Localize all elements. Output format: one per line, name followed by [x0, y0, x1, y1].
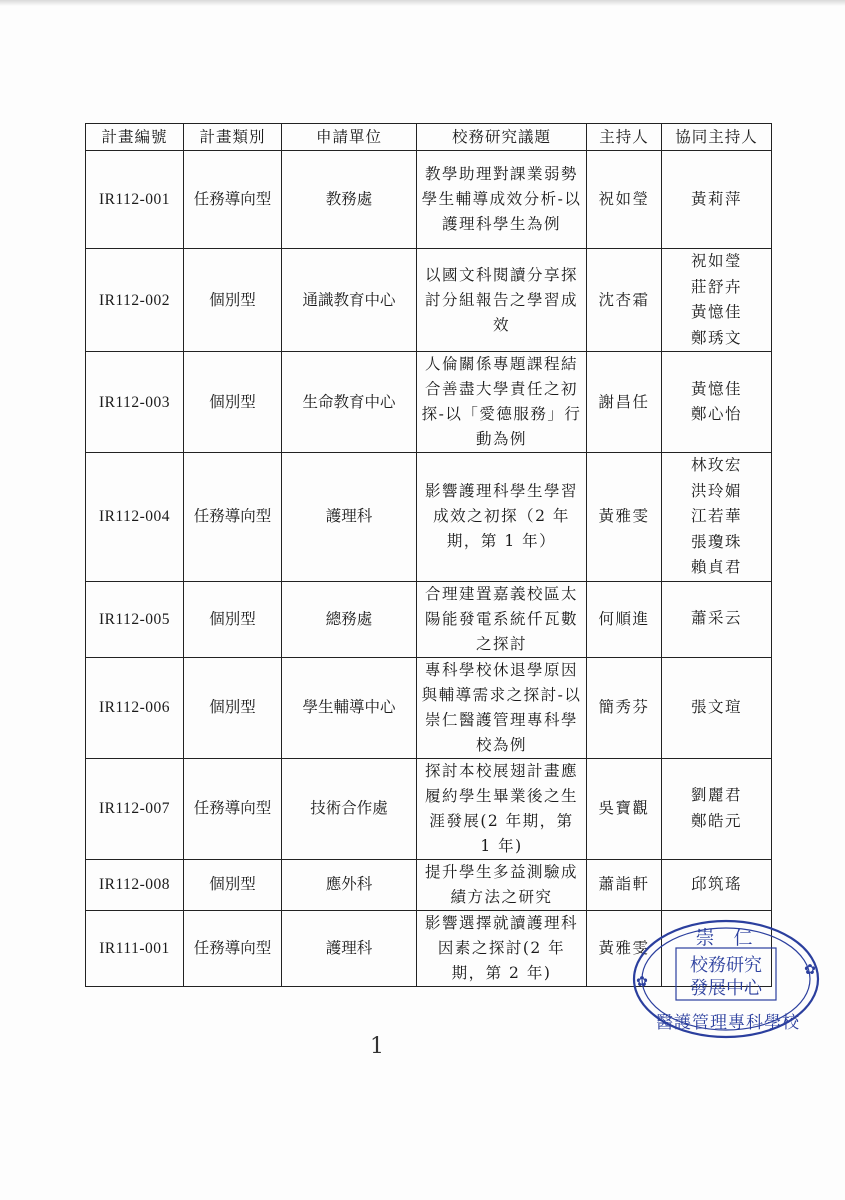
research-topic: 影響護理科學生學習成效之初探（2 年期，第 1 年） [417, 453, 587, 582]
co-investigators [662, 151, 772, 249]
principal-investigator: 何順進 [587, 581, 662, 657]
header-plan-category: 計畫類別 [184, 124, 282, 151]
plan-code: IR112-006 [86, 657, 184, 758]
applicant-unit: 護理科 [282, 910, 417, 986]
principal-investigator: 沈杏霜 [587, 249, 662, 352]
co-investigator-name: 張文瑄 [690, 697, 742, 716]
co-investigator-name: 張瓊珠 [690, 532, 742, 551]
header-research-topic: 校務研究議題 [417, 124, 587, 151]
plan-category: 個別型 [184, 581, 282, 657]
plan-category: 任務導向型 [184, 758, 282, 859]
header-plan-code: 計畫編號 [86, 124, 184, 151]
plan-category: 個別型 [184, 657, 282, 758]
co-investigator-name: 林玫宏 [690, 456, 742, 474]
plan-code: IR111-001 [86, 910, 184, 986]
plan-category: 個別型 [184, 859, 282, 910]
table-row [86, 249, 772, 352]
plan-code: IR112-004 [86, 453, 184, 582]
co-investigator-name: 黃憶佳 [690, 379, 742, 398]
research-topic: 合理建置嘉義校區太陽能發電系統仟瓦數之探討 [417, 581, 587, 657]
table-row [86, 859, 772, 910]
co-investigator-name: 蕭采云 [690, 609, 742, 628]
research-topic: 專科學校休退學原因與輔導需求之探討-以崇仁醫護管理專科學校為例 [417, 657, 587, 758]
co-investigator-name: 鄭琇文 [690, 328, 742, 347]
research-topic: 教學助理對課業弱勢學生輔導成效分析-以護理科學生為例 [417, 151, 587, 249]
applicant-unit: 總務處 [282, 581, 417, 657]
applicant-unit: 護理科 [282, 453, 417, 582]
co-investigators [662, 859, 772, 910]
seal-bottom-text: 醫護管理專科學校 [656, 1013, 800, 1033]
co-investigator-name: 黃莉萍 [690, 189, 742, 208]
scan-edge [0, 0, 845, 6]
co-investigator-name: 賴貞君 [690, 558, 742, 576]
plan-code: IR112-001 [86, 151, 184, 249]
co-investigator-name: 鄭心怡 [690, 405, 742, 423]
research-topic: 人倫關係專題課程結合善盡大學責任之初探-以「愛德服務」行動為例 [417, 352, 587, 453]
plan-code: IR112-005 [86, 581, 184, 657]
co-investigators [662, 453, 772, 582]
applicant-unit: 學生輔導中心 [282, 657, 417, 758]
research-topic: 探討本校展翅計畫應履約學生畢業後之生涯發展(2 年期，第 1 年) [417, 758, 587, 859]
principal-investigator: 蕭詣軒 [587, 859, 662, 910]
principal-investigator: 簡秀芬 [587, 657, 662, 758]
co-investigator-name: 劉麗君 [690, 786, 742, 804]
co-investigator-name: 莊舒卉 [690, 277, 742, 296]
header-principal-investigator: 主持人 [587, 124, 662, 151]
table-row [86, 657, 772, 758]
header-applicant-unit: 申請單位 [282, 124, 417, 151]
research-topic: 影響選擇就讀護理科因素之探討(2 年期，第 2 年) [417, 910, 587, 986]
plan-code: IR112-003 [86, 352, 184, 453]
seal-line-1: 校務研究 [690, 955, 762, 976]
seal-line-2: 發展中心 [690, 978, 762, 999]
research-plan-table [85, 123, 772, 987]
seal-top-text: 崇 仁 [695, 927, 753, 949]
institution-seal-stamp [628, 914, 824, 1044]
table-row [86, 453, 772, 582]
co-investigators [662, 352, 772, 453]
co-investigators [662, 657, 772, 758]
principal-investigator: 吳寶觀 [587, 758, 662, 859]
plan-code: IR112-002 [86, 249, 184, 352]
co-investigator-name: 江若華 [690, 507, 742, 525]
table-header-row [86, 124, 772, 151]
header-co-investigators: 協同主持人 [662, 124, 772, 151]
applicant-unit: 生命教育中心 [282, 352, 417, 453]
plan-code: IR112-008 [86, 859, 184, 910]
principal-investigator: 謝昌任 [587, 352, 662, 453]
seal-right-flower-icon: ✿ [804, 962, 816, 978]
co-investigators [662, 581, 772, 657]
table-row [86, 352, 772, 453]
applicant-unit: 應外科 [282, 859, 417, 910]
plan-category: 任務導向型 [184, 910, 282, 986]
applicant-unit: 教務處 [282, 151, 417, 249]
plan-category: 個別型 [184, 249, 282, 352]
principal-investigator: 祝如瑩 [587, 151, 662, 249]
applicant-unit: 通識教育中心 [282, 249, 417, 352]
plan-category: 個別型 [184, 352, 282, 453]
seal-left-flower-icon: ✿ [636, 974, 648, 990]
research-topic: 以國文科閱讀分享探討分組報告之學習成效 [417, 249, 587, 352]
principal-investigator: 黃雅雯 [587, 453, 662, 582]
co-investigator-name: 祝如瑩 [690, 252, 742, 270]
applicant-unit: 技術合作處 [282, 758, 417, 859]
principal-investigator: 黃雅雯 [587, 910, 662, 986]
plan-category: 任務導向型 [184, 151, 282, 249]
page-mark: 1 [370, 1034, 384, 1059]
co-investigators [662, 249, 772, 352]
table-row [86, 151, 772, 249]
co-investigator-name: 洪玲媚 [690, 481, 742, 500]
table-row [86, 581, 772, 657]
co-investigator-name: 邱筑瑤 [690, 874, 742, 893]
co-investigators [662, 758, 772, 859]
table-row [86, 758, 772, 859]
co-investigator-name: 鄭皓元 [690, 811, 742, 830]
co-investigator-name: 黃憶佳 [690, 303, 742, 321]
plan-code: IR112-007 [86, 758, 184, 859]
research-topic: 提升學生多益測驗成績方法之研究 [417, 859, 587, 910]
plan-category: 任務導向型 [184, 453, 282, 582]
